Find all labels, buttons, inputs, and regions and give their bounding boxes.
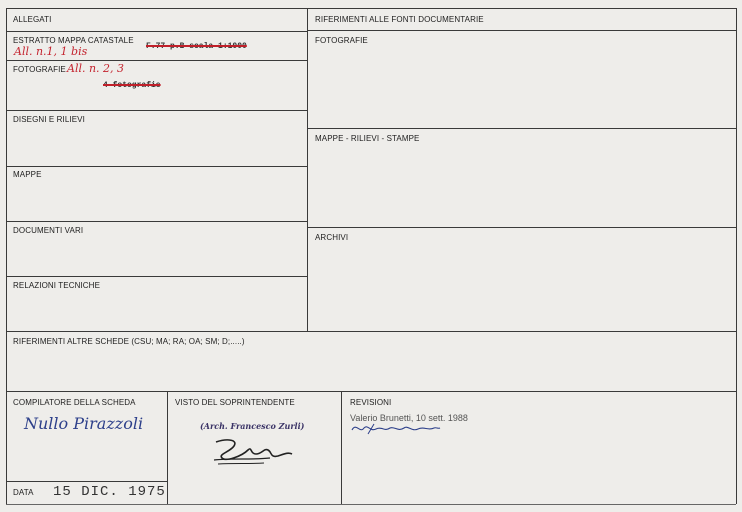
- rule: [6, 110, 307, 111]
- rule: [6, 276, 307, 277]
- compilatore-label: COMPILATORE DELLA SCHEDA: [13, 398, 136, 407]
- data-label: DATA: [13, 488, 34, 497]
- soprintendente-stamp: (Arch. Francesco Zurli): [200, 421, 305, 431]
- data-value: 15 DIC. 1975: [53, 484, 166, 500]
- revisioni-signature-icon: [348, 420, 444, 438]
- fotografie-right-label: FOTOGRAFIE: [315, 36, 368, 45]
- fotografie-handwritten: All. n. 2, 3: [67, 62, 125, 75]
- revisioni-typed: Valerio Brunetti, 10 sett. 1988: [350, 413, 468, 423]
- visto-soprintendente-label: VISTO DEL SOPRINTENDENTE: [175, 398, 295, 407]
- rule: [307, 128, 736, 129]
- riferimenti-fonti-heading: RIFERIMENTI ALLE FONTI DOCUMENTARIE: [315, 15, 484, 24]
- revisioni-label: REVISIONI: [350, 398, 392, 407]
- estratto-mappa-label: ESTRATTO MAPPA CATASTALE: [13, 36, 134, 45]
- column-divider: [307, 8, 308, 331]
- frame-right: [736, 8, 737, 504]
- fotografie-typed-struck: 4 fotografie: [103, 81, 161, 90]
- disegni-rilievi-label: DISEGNI E RILIEVI: [13, 115, 85, 124]
- compilatore-signature: Nullo Pirazzoli: [24, 414, 144, 433]
- documenti-vari-label: DOCUMENTI VARI: [13, 226, 84, 235]
- frame-left: [6, 8, 7, 504]
- rule: [6, 60, 307, 61]
- rule: [6, 31, 307, 32]
- frame-top: [6, 8, 736, 9]
- rule: [341, 391, 342, 504]
- archivi-label: ARCHIVI: [315, 233, 349, 242]
- estratto-typed-struck: F.77 p.B scala 1:1000: [146, 42, 247, 51]
- estratto-handwritten: All. n.1, 1 bis: [14, 45, 88, 58]
- rule: [307, 30, 736, 31]
- rule: [6, 481, 167, 482]
- frame-bottom: [6, 504, 736, 505]
- soprintendente-signature-icon: [208, 436, 298, 468]
- rule: [6, 391, 736, 392]
- rule: [6, 166, 307, 167]
- rule: [6, 331, 736, 332]
- mappe-label: MAPPE: [13, 170, 42, 179]
- rule: [6, 221, 307, 222]
- fotografie-label: FOTOGRAFIE: [13, 65, 66, 74]
- allegati-heading: ALLEGATI: [13, 15, 52, 24]
- mappe-rilievi-stampe-label: MAPPE - RILIEVI - STAMPE: [315, 134, 420, 143]
- rule: [307, 227, 736, 228]
- relazioni-tecniche-label: RELAZIONI TECNICHE: [13, 281, 100, 290]
- riferimenti-altre-schede-label: RIFERIMENTI ALTRE SCHEDE (CSU; MA; RA; OA; SM; D;.....): [13, 337, 245, 346]
- rule: [167, 391, 168, 504]
